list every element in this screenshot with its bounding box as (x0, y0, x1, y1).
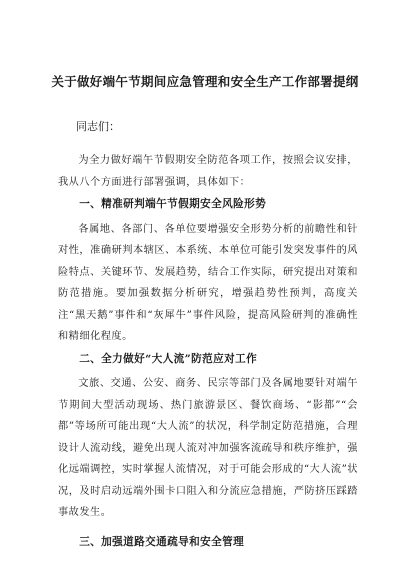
document-title: 关于做好端午节期间应急管理和安全生产工作部署提纲 (51, 74, 359, 89)
intro-paragraph: 为全力做好端午节假期安全防范各项工作，按照会议安排，我从八个方面进行部署强调，具体如下： (58, 155, 358, 188)
document-body (58, 118, 358, 556)
section-heading-1: 一、精准研判端午节假期安全风险形势 (79, 198, 267, 210)
section-heading-2: 二、全力做好“大人流”防范应对工作 (79, 352, 258, 365)
salutation: 同志们： (76, 120, 120, 133)
section-body-1: 各属地、各部门、各单位要增强安全形势分析的前瞻性和针对性，准确研判本辖区、本系统、本单位可能引发突发事件的风险特点、关键环节、发展趋势，结合工作实际，研究提出对策和防范措施。要加强数据分析研究，增强趋势性预判，高度关注“黑天鹅”事件和“灰犀牛”事件风险，提高风险研判的准确性和精细化程度。 (58, 223, 358, 342)
section-body-2: 文旅、交通、公安、商务、民宗等部门及各属地要针对端午节期间大型活动现场、热门旅游景区、餐饮商场、“影都”“会都”等场所可能出现“大人流”的状况，科学制定防范措施，合理设计人流动线，避免出现人流对冲加强客流疏导和秩序维护，强化远端调控，实时掌握人流情况，对于可能会形成的“大人流”状况，及时启动远端外围卡口阻入和分流应急措施，严防挤压踩踏事故发生。 (58, 378, 358, 518)
section-heading-3: 三、加强道路交通疏导和安全管理 (79, 535, 245, 548)
